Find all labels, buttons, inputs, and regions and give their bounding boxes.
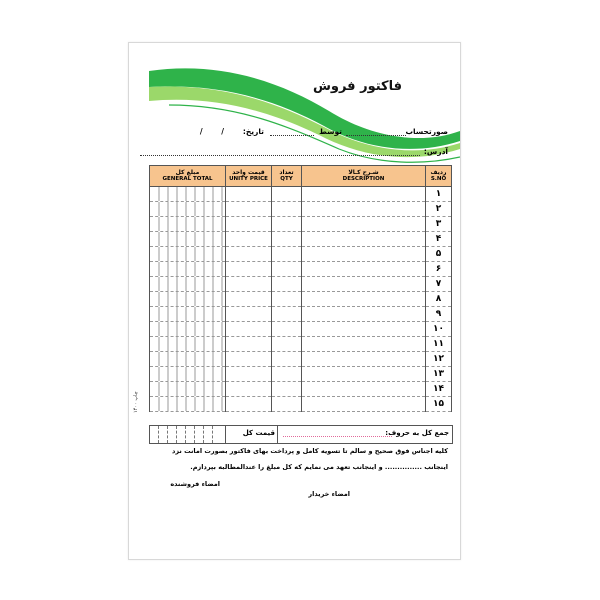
- description-cell[interactable]: [302, 202, 426, 217]
- description-cell[interactable]: [302, 292, 426, 307]
- table-row: [150, 397, 452, 412]
- row-number: ۱۰: [426, 322, 452, 337]
- table-row: [150, 322, 452, 337]
- qty-cell[interactable]: [272, 292, 302, 307]
- description-cell[interactable]: [302, 217, 426, 232]
- total-cell[interactable]: [150, 322, 226, 337]
- total-cell[interactable]: [150, 292, 226, 307]
- table-row: [150, 187, 452, 202]
- header-qty: تعداد QTY: [272, 166, 302, 187]
- unit-price-cell[interactable]: [226, 337, 272, 352]
- total-cell[interactable]: [150, 367, 226, 382]
- seller-signature-label: امضاء فروشنده: [170, 480, 220, 488]
- header-total: مبلغ کل GENERAL TOTAL: [150, 166, 226, 187]
- total-cell[interactable]: [150, 232, 226, 247]
- unit-price-cell[interactable]: [226, 307, 272, 322]
- table-row: [150, 262, 452, 277]
- qty-cell[interactable]: [272, 382, 302, 397]
- qty-cell[interactable]: [272, 232, 302, 247]
- unit-price-cell[interactable]: [226, 217, 272, 232]
- description-cell[interactable]: [302, 322, 426, 337]
- unit-price-cell[interactable]: [226, 202, 272, 217]
- table-row: [150, 307, 452, 322]
- row-number: ۱۳: [426, 367, 452, 382]
- description-cell[interactable]: [302, 307, 426, 322]
- row-number: ۱۵: [426, 397, 452, 412]
- header-unit-price: قیمت واحد UNITY PRICE: [226, 166, 272, 187]
- total-in-words-cell[interactable]: [277, 426, 452, 443]
- row-number: ۱۱: [426, 337, 452, 352]
- total-cell[interactable]: [150, 187, 226, 202]
- by-label: توسط: [319, 127, 342, 136]
- qty-cell[interactable]: [272, 337, 302, 352]
- description-cell[interactable]: [302, 397, 426, 412]
- qty-cell[interactable]: [272, 217, 302, 232]
- total-cell[interactable]: [150, 217, 226, 232]
- description-cell[interactable]: [302, 262, 426, 277]
- description-cell[interactable]: [302, 247, 426, 262]
- unit-price-cell[interactable]: [226, 397, 272, 412]
- total-cell[interactable]: [150, 247, 226, 262]
- row-number: ۸: [426, 292, 452, 307]
- total-cell[interactable]: [150, 202, 226, 217]
- date-value[interactable]: / /: [199, 127, 232, 136]
- row-number: ۱۲: [426, 352, 452, 367]
- qty-cell[interactable]: [272, 262, 302, 277]
- date-label: تاریخ:: [242, 127, 264, 136]
- unit-price-cell[interactable]: [226, 367, 272, 382]
- qty-cell[interactable]: [272, 307, 302, 322]
- qty-cell[interactable]: [272, 352, 302, 367]
- unit-price-cell[interactable]: [226, 232, 272, 247]
- table-row: [150, 247, 452, 262]
- page-title: فاکتور فروش: [312, 79, 402, 94]
- row-number: ۱۴: [426, 382, 452, 397]
- unit-price-cell[interactable]: [226, 277, 272, 292]
- total-cell[interactable]: [150, 352, 226, 367]
- qty-cell[interactable]: [272, 322, 302, 337]
- table-row: [150, 352, 452, 367]
- row-number: ۹: [426, 307, 452, 322]
- address-label: آدرس:: [423, 147, 448, 156]
- unit-price-cell[interactable]: [226, 187, 272, 202]
- row-number: ۶: [426, 262, 452, 277]
- description-cell[interactable]: [302, 187, 426, 202]
- qty-cell[interactable]: [272, 247, 302, 262]
- unit-price-cell[interactable]: [226, 292, 272, 307]
- table-row: [150, 382, 452, 397]
- total-price-cell[interactable]: [225, 426, 278, 443]
- row-number: ۴: [426, 232, 452, 247]
- total-cell[interactable]: [150, 277, 226, 292]
- green-wave-decoration: [129, 61, 460, 181]
- description-cell[interactable]: [302, 367, 426, 382]
- unit-price-cell[interactable]: [226, 247, 272, 262]
- table-row: [150, 277, 452, 292]
- terms-line-2: اینجانب ............... و اینجانب تعهد می نمایم که کل مبلغ را عندالمطالبه بپردازم.: [190, 463, 448, 471]
- row-number: ۷: [426, 277, 452, 292]
- print-note: چاپ ۱۴۰۰: [133, 391, 139, 413]
- invoice-sheet: [128, 42, 461, 560]
- total-row: [149, 425, 453, 444]
- by-field[interactable]: [270, 135, 314, 136]
- unit-price-cell[interactable]: [226, 352, 272, 367]
- qty-cell[interactable]: [272, 367, 302, 382]
- total-price-label: قیمت کل: [242, 429, 275, 437]
- terms-line-1: کلیه اجناس فوق صحیح و سالم تا تسویه کامل و پرداخت بهای فاکتور بصورت امانت نزد: [171, 447, 448, 455]
- total-cell[interactable]: [150, 382, 226, 397]
- total-in-words-label: جمع کل به حروف:: [385, 429, 449, 437]
- table-row: [150, 367, 452, 382]
- description-cell[interactable]: [302, 337, 426, 352]
- row-number: ۱: [426, 187, 452, 202]
- unit-price-cell[interactable]: [226, 382, 272, 397]
- invoice-table: [149, 165, 452, 412]
- table-row: [150, 232, 452, 247]
- qty-cell[interactable]: [272, 397, 302, 412]
- qty-cell[interactable]: [272, 277, 302, 292]
- unit-price-cell[interactable]: [226, 322, 272, 337]
- total-cell[interactable]: [150, 337, 226, 352]
- qty-cell[interactable]: [272, 187, 302, 202]
- account-label: صورتحساب: [405, 127, 448, 136]
- table-row: [150, 292, 452, 307]
- total-cell[interactable]: [150, 397, 226, 412]
- total-cell[interactable]: [150, 262, 226, 277]
- total-cell[interactable]: [150, 307, 226, 322]
- account-field[interactable]: [346, 135, 406, 136]
- description-cell[interactable]: [302, 352, 426, 367]
- header-row-number: ردیف S.NO: [426, 166, 452, 187]
- buyer-signature-label: امضاء خریدار: [308, 490, 350, 498]
- total-amount-cells[interactable]: [150, 426, 226, 443]
- table-row: [150, 202, 452, 217]
- description-cell[interactable]: [302, 382, 426, 397]
- header-description: شـرح کـالا DESCRIPTION: [302, 166, 426, 187]
- description-cell[interactable]: [302, 277, 426, 292]
- table-row: [150, 337, 452, 352]
- row-number: ۵: [426, 247, 452, 262]
- row-number: ۳: [426, 217, 452, 232]
- table-row: [150, 217, 452, 232]
- unit-price-cell[interactable]: [226, 262, 272, 277]
- qty-cell[interactable]: [272, 202, 302, 217]
- address-field[interactable]: [140, 155, 420, 156]
- total-in-words-line: [283, 436, 392, 437]
- row-number: ۲: [426, 202, 452, 217]
- description-cell[interactable]: [302, 232, 426, 247]
